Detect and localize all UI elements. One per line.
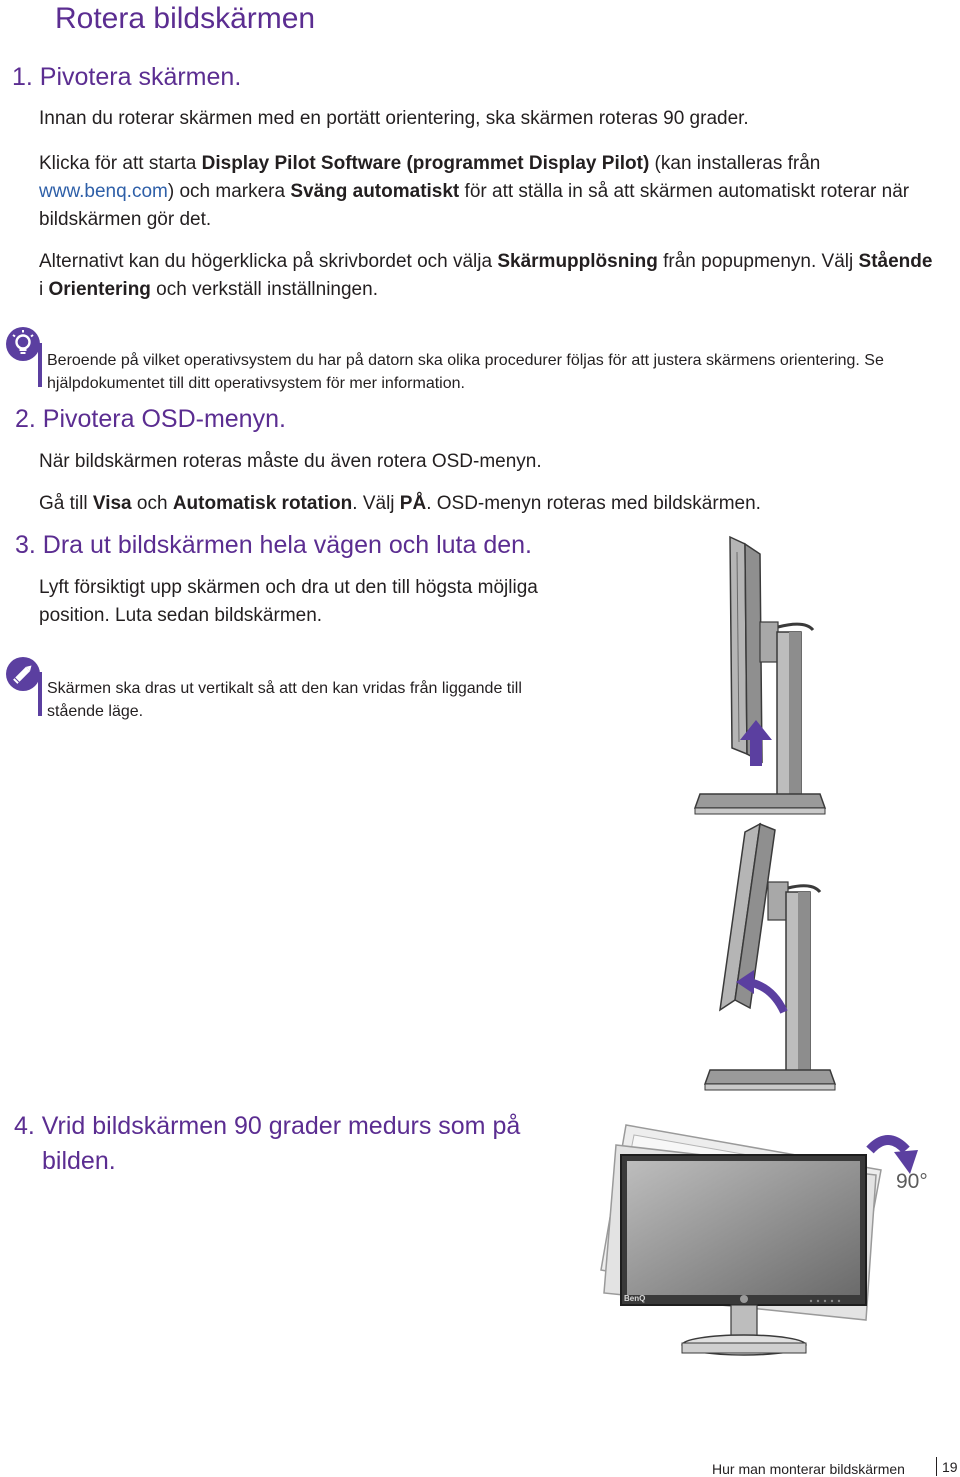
- page-title: Rotera bildskärmen: [55, 2, 316, 35]
- pencil-icon: [6, 657, 40, 691]
- step2-paragraph-2: Gå till Visa och Automatisk rotation. Välj PÅ. OSD-menyn roteras med bildskärmen.: [39, 493, 761, 514]
- step1-paragraph-2: Klicka för att starta Display Pilot Software (programmet Display Pilot) (kan installeras från www.benq.com) och markera Sväng automatiskt för att ställa in så att skärmen automatiskt roterar när bildskärmen gör det.: [39, 153, 910, 230]
- footer-divider: [936, 1457, 937, 1476]
- step3-paragraph: Lyft försiktigt upp skärmen och dra ut den till högsta möjliga position. Luta sedan bildskärmen.: [39, 577, 538, 626]
- arrow-up-icon: [738, 718, 774, 768]
- step2-heading: 2. Pivotera OSD-menyn.: [15, 405, 286, 433]
- brand-mark: BenQ: [624, 1294, 646, 1303]
- page-number: 19: [942, 1459, 958, 1475]
- display-pilot-label: Display Pilot Software (programmet Display Pilot): [201, 153, 650, 174]
- benq-link[interactable]: www.benq.com: [39, 181, 168, 202]
- angle-label: 90°: [896, 1170, 928, 1193]
- step2-paragraph-1: När bildskärmen roteras måste du även rotera OSD-menyn.: [39, 451, 542, 472]
- auto-pivot-label: Sväng automatiskt: [290, 181, 460, 202]
- lightbulb-icon: [6, 327, 40, 361]
- on-label: PÅ: [399, 493, 427, 514]
- step1-heading: 1. Pivotera skärmen.: [12, 63, 242, 91]
- auto-rotation-label: Automatisk rotation: [172, 493, 353, 514]
- step1-paragraph-3: Alternativt kan du högerklicka på skrivbordet och välja Skärmupplösning från popupmenyn. Välj Stående i Orientering och verkställ inställningen.: [39, 251, 933, 300]
- monitor-tilt-illustration: [690, 822, 860, 1094]
- monitor-rotate-illustration: [596, 1115, 886, 1375]
- portrait-label: Stående: [858, 251, 933, 272]
- note-text: Skärmen ska dras ut vertikalt så att den kan vridas från liggande till stående läge.: [47, 680, 522, 720]
- step3-heading: 3. Dra ut bildskärmen hela vägen och luta den.: [15, 531, 532, 559]
- tip-text: Beroende på vilket operativsystem du har på datorn ska olika procedurer följas för att justera skärmens orientering. Se hjälpdokumentet till ditt operativsystem för mer information.: [47, 352, 884, 392]
- note-divider: [38, 672, 42, 716]
- step4-heading-line-2: bilden.: [42, 1147, 116, 1175]
- resolution-label: Skärmupplösning: [497, 251, 658, 272]
- curved-arrow-icon: [732, 968, 792, 1018]
- monitor-lift-illustration: [685, 532, 855, 822]
- step4-heading-line-1: 4. Vrid bildskärmen 90 grader medurs som på: [14, 1112, 521, 1140]
- display-menu-label: Visa: [92, 493, 132, 514]
- orientation-label: Orientering: [48, 279, 151, 300]
- step1-paragraph-1: Innan du roterar skärmen med en portätt orientering, ska skärmen roteras 90 grader.: [39, 108, 749, 129]
- tip-divider: [38, 343, 42, 387]
- footer-section: Hur man monterar bildskärmen: [712, 1461, 905, 1477]
